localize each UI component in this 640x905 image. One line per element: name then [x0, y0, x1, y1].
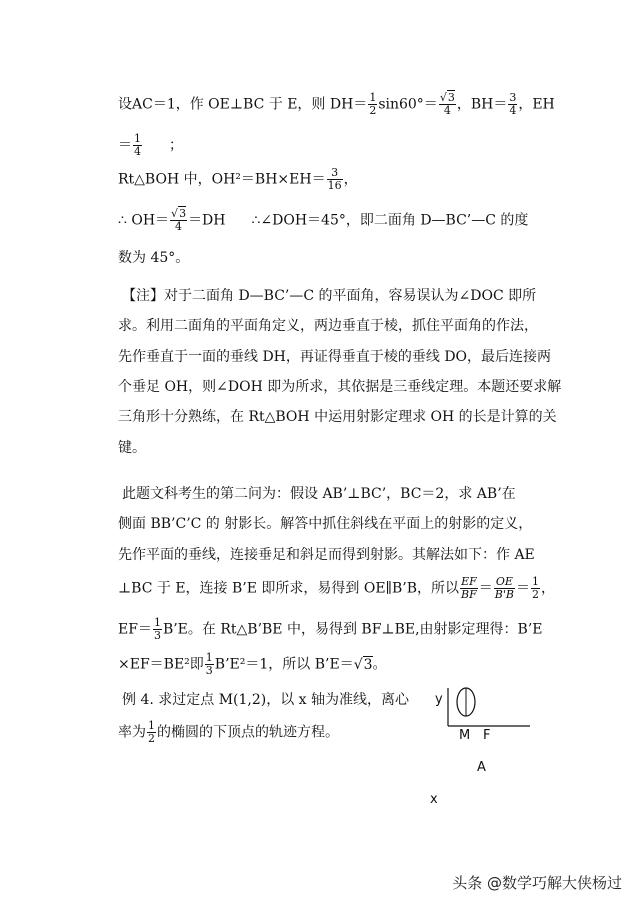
example-line2: 率为 $\frac{1}{2}$ 的椭圆的下顶点的轨迹方程。: [118, 719, 339, 745]
point-m-label: M: [459, 728, 471, 743]
sqrt-symbol: √3: [171, 207, 187, 220]
watermark: 头条 @数学巧解大侠杨过: [452, 874, 622, 892]
para1-line4: ∴ OH＝ $\frac{√3}{4}$ ＝DH ∴∠DOH＝45°，即二面角 D—BC’—C 的度: [118, 207, 529, 233]
para2-line2: 侧面 BB’C’C 的 射影长。解答中抓住斜线在平面上的射影的定义，: [118, 516, 533, 532]
fraction: $\frac{3}{16}$: [327, 166, 342, 192]
fraction: $\frac{1}{3}$: [153, 616, 161, 642]
note-line1: 【注】对于二面角 D—BC’—C 的平面角，容易误认为∠DOC 即所: [122, 288, 537, 304]
para2-line6: ×EF＝BE²即 $\frac{1}{3}$ B’E²＝1，所以 B’E＝√3。: [118, 651, 387, 677]
note-line3: 先作垂直于一面的垂线 DH，再证得垂直于棱的垂线 DO，最后连接两: [118, 349, 552, 365]
fraction: $\frac{3}{4}$: [509, 91, 517, 117]
para1-line1: 设AC＝1，作 OE⊥BC 于 E，则 DH＝ $\frac{1}{2}$ sin60°＝ $\frac{√3}{4}$ ，BH＝ $\frac{3}{4}$ ，EH: [118, 91, 555, 117]
point-f-label: F: [483, 728, 491, 743]
sqrt-symbol: √3: [439, 91, 455, 104]
para2-line3: 先作平面的垂线，连接垂足和斜足而得到射影。其解法如下：作 AE: [118, 547, 535, 563]
note-line6: 键。: [118, 440, 146, 456]
x-label: x: [430, 792, 438, 807]
fraction: $\frac{√3}{4}$: [439, 91, 455, 117]
fraction: $\frac{1}{3}$: [205, 651, 213, 677]
point-a-label: A: [477, 760, 486, 775]
para1-line3: Rt△BOH 中，OH²＝BH×EH＝ $\frac{3}{16}$ ，: [118, 166, 358, 192]
fraction: $\frac{1}{2}$: [531, 575, 539, 601]
sqrt-symbol: √3: [353, 656, 373, 673]
para1-line2: ＝ $\frac{1}{4}$ ；: [118, 132, 183, 158]
ellipse-figure: [430, 680, 540, 810]
note-line4: 个垂足 OH，则∠DOH 即为所求，其依据是三垂线定理。本题还要求解: [118, 379, 562, 395]
para2-line5: EF＝ $\frac{1}{3}$ B’E。在 Rt△B’BE 中，易得到 BF⊥BE,由射影定理得：B’E: [118, 616, 543, 642]
para2-line1: 此题文科考生的第二问为：假设 AB’⊥BC’，BC＝2，求 AB’在: [122, 486, 516, 502]
y-axis-label: y: [435, 692, 443, 707]
para2-line4: ⊥BC 于 E，连接 B’E 即所求，易得到 OE∥B’B，所以 $\frac{EF}{BF}$ ＝ $\frac{OE}{B'B}$ ＝ $\frac{1}{2}$ ，: [118, 575, 555, 601]
para1-line5: 数为 45°。: [118, 250, 190, 266]
fraction: $\frac{√3}{4}$: [171, 207, 187, 233]
figure-svg: [430, 680, 540, 810]
fraction: $\frac{1}{4}$: [134, 132, 141, 158]
fraction: $\frac{1}{2}$: [148, 719, 155, 745]
fraction: $\frac{OE}{B'B}$: [494, 575, 514, 601]
note-line2: 求。利用二面角的平面角定义，两边垂直于棱，抓住平面角的作法，: [118, 318, 538, 334]
fraction: $\frac{EF}{BF}$: [461, 575, 477, 601]
note-line5: 三角形十分熟练，在 Rt△BOH 中运用射影定理求 OH 的长是计算的关: [118, 409, 557, 425]
example-line1: 例 4. 求过定点 M(1,2)，以 x 轴为准线，离心: [122, 692, 410, 708]
fraction: $\frac{1}{2}$: [369, 91, 377, 117]
